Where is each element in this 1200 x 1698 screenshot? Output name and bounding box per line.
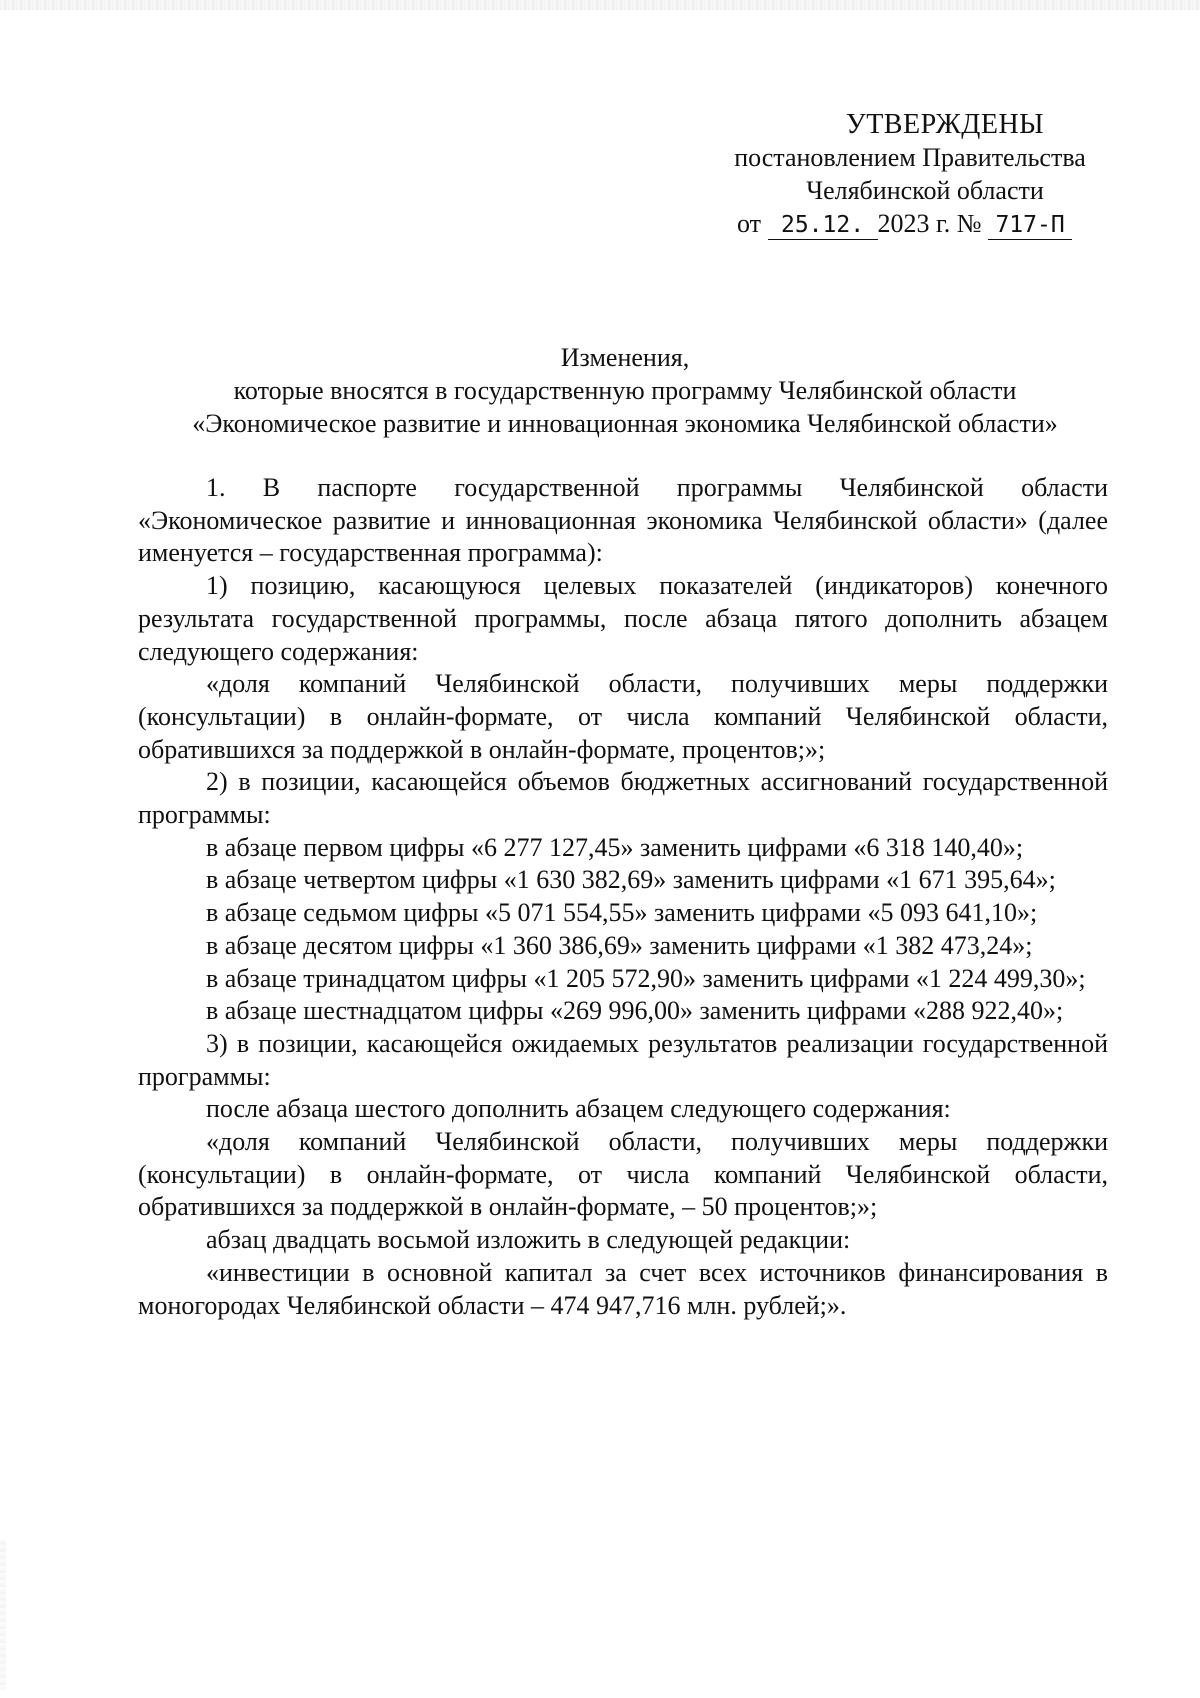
- paragraph: в абзаце седьмом цифры «5 071 554,55» заменить цифрами «5 093 641,10»;: [206, 898, 1038, 928]
- paragraph: «инвестиции в основной капитал за счет всех источников финансирования в моногородах Челябинской области – 474 947,716 млн. рублей;».: [138, 1257, 1108, 1320]
- heading-line-3: «Экономическое развитие и инновационная экономика Челябинской области»: [192, 409, 1058, 438]
- approval-region: Челябинской области: [806, 176, 1044, 205]
- paragraph: абзац двадцать восьмой изложить в следующей редакции:: [206, 1225, 851, 1255]
- heading-line-2: которые вносятся в государственную программу Челябинской области: [233, 376, 1017, 405]
- document-heading: [60, 341, 1190, 440]
- heading-line-1: Изменения,: [560, 343, 690, 372]
- paragraph: «доля компаний Челябинской области, получивших меры поддержки (консультации) в онлайн-формате, от числа компаний Челябинской области, обратившихся за поддержкой в онлайн-формате, – 50 процентов;»;: [138, 1127, 1108, 1222]
- paragraph: в абзаце четвертом цифры «1 630 382,69» заменить цифрами «1 671 395,64»;: [206, 865, 1056, 895]
- handwritten-date: 25.12.: [768, 211, 878, 240]
- approval-title: УТВЕРЖДЕНЫ: [845, 109, 1045, 140]
- scan-edge-artifact: [0, 1540, 6, 1690]
- paragraph: после абзаца шестого дополнить абзацем следующего содержания:: [206, 1094, 951, 1124]
- approval-stamp-block: [700, 108, 1120, 240]
- date-year: 2023 г. №: [877, 209, 982, 238]
- paragraph: 1. В паспорте государственной программы Челябинской области «Экономическое развитие и инновационная экономика Челябинской области» (далее именуется – государственная программа):: [138, 473, 1108, 568]
- paragraph: 1) позицию, касающуюся целевых показателей (индикаторов) конечного результата государственной программы, после абзаца пятого дополнить абзацем следующего содержания:: [138, 571, 1108, 666]
- paragraph: в абзаце шестнадцатом цифры «269 996,00» заменить цифрами «288 922,40»;: [206, 996, 1064, 1026]
- date-prefix: от: [737, 209, 762, 238]
- paragraph: в абзаце первом цифры «6 277 127,45» заменить цифрами «6 318 140,40»;: [206, 832, 1024, 862]
- paragraph: 2) в позиции, касающейся объемов бюджетных ассигнований государственной программы:: [138, 767, 1108, 830]
- paragraph: 3) в позиции, касающейся ожидаемых результатов реализации государственной программы:: [138, 1028, 1108, 1091]
- paragraph: в абзаце десятом цифры «1 360 386,69» заменить цифрами «1 382 473,24»;: [206, 930, 1033, 960]
- scan-edge-artifact: [0, 0, 1200, 10]
- handwritten-number: 717-П: [988, 211, 1072, 240]
- paragraph: в абзаце тринадцатом цифры «1 205 572,90» заменить цифрами «1 224 499,30»;: [206, 963, 1086, 993]
- paragraph: «доля компаний Челябинской области, получивших меры поддержки (консультации) в онлайн-формате, от числа компаний Челябинской области, обратившихся за поддержкой в онлайн-формате, процентов;»;: [138, 669, 1108, 764]
- approval-date-line: [737, 207, 1120, 240]
- document-body: [138, 472, 1108, 1322]
- approval-decree: постановлением Правительства: [734, 143, 1086, 172]
